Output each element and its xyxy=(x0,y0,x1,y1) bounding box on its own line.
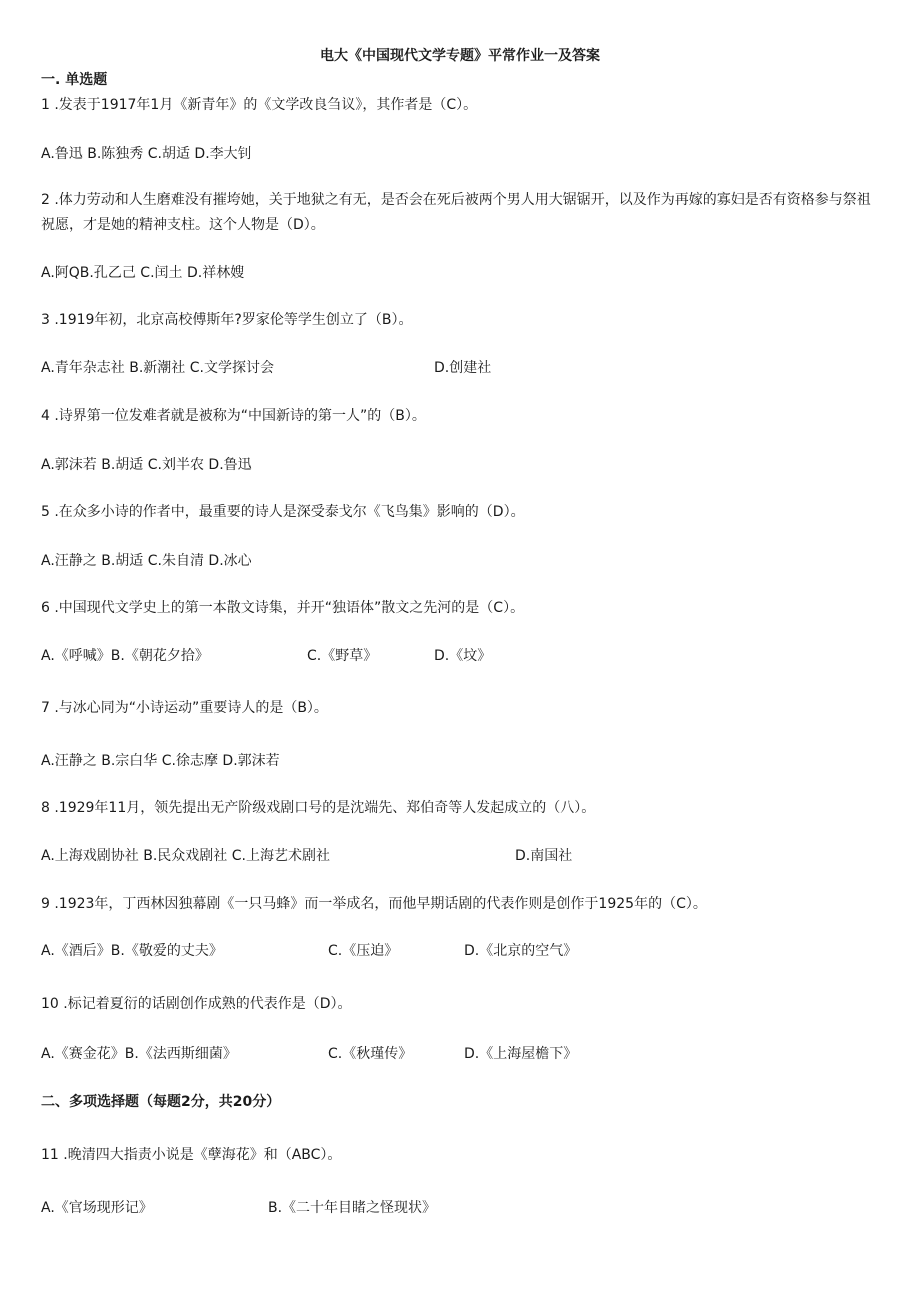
question-9: 9 .1923年，丁西林因独幕剧《一只马蜂》而一举成名，而他早期话剧的代表作则是创作于1925年的（C）。 xyxy=(41,896,707,912)
question-5: 5 .在众多小诗的作者中，最重要的诗人是深受泰戈尔《飞鸟集》影响的（D）。 xyxy=(41,504,525,520)
question-3-option-d: D.创建社 xyxy=(434,360,492,376)
question-7: 7 .与冰心同为“小诗运动”重要诗人的是（B）。 xyxy=(41,700,328,716)
question-4-options: A.郭沫若 B.胡适 C.刘半农 D.鲁迅 xyxy=(41,457,252,473)
question-9-option-d: D.《北京的空气》 xyxy=(464,943,578,959)
section-heading-multiple-choice: 二、多项选择题（每题2分，共20分） xyxy=(41,1094,281,1110)
question-8-option-d: D.南国社 xyxy=(515,848,573,864)
question-10: 10 .标记着夏衍的话剧创作成熟的代表作是（D）。 xyxy=(41,996,352,1012)
question-9-option-ab: A.《酒后》B.《敬爱的丈夫》 xyxy=(41,943,223,959)
question-5-options: A.汪静之 B.胡适 C.朱自清 D.冰心 xyxy=(41,553,252,569)
section-heading-single-choice: 一. 单选题 xyxy=(41,72,108,88)
question-4: 4 .诗界第一位发难者就是被称为“中国新诗的第一人”的（B）。 xyxy=(41,408,426,424)
question-2-options: A.阿QB.孔乙己 C.闰土 D.祥林嫂 xyxy=(41,265,245,281)
question-10-option-c: C.《秋瑾传》 xyxy=(328,1046,413,1062)
question-6-option-d: D.《坟》 xyxy=(434,648,492,664)
question-6-option-c: C.《野草》 xyxy=(307,648,378,664)
question-11-option-a: A.《官场现形记》 xyxy=(41,1200,153,1216)
question-6: 6 .中国现代文学史上的第一本散文诗集，并开“独语体”散文之先河的是（C）。 xyxy=(41,600,525,616)
question-1: 1 .发表于1917年1月《新青年》的《文学改良刍议》，其作者是（C）。 xyxy=(41,97,478,113)
question-1-options: A.鲁迅 B.陈独秀 C.胡适 D.李大钊 xyxy=(41,146,252,162)
question-2: 2 .体力劳动和人生磨难没有摧垮她，关于地狱之有无，是否会在死后被两个男人用大锯锯开，以及作为再嫁的寡妇是否有资格参与祭祖祝愿，才是她的精神支柱。这个人物是（D）。 xyxy=(41,192,871,233)
question-9-option-c: C.《压迫》 xyxy=(328,943,399,959)
question-11-option-b: B.《二十年目睹之怪现状》 xyxy=(268,1200,437,1216)
question-6-option-ab: A.《呼喊》B.《朝花夕拾》 xyxy=(41,648,209,664)
question-11: 11 .晚清四大指责小说是《孽海花》和（ABC）。 xyxy=(41,1147,342,1163)
question-8: 8 .1929年11月，领先提出无产阶级戏剧口号的是沈端先、郑伯奇等人发起成立的（八）。 xyxy=(41,800,596,816)
question-10-option-ab: A.《赛金花》B.《法西斯细菌》 xyxy=(41,1046,237,1062)
question-10-option-d: D.《上海屋檐下》 xyxy=(464,1046,578,1062)
question-7-options: A.汪静之 B.宗白华 C.徐志摩 D.郭沫若 xyxy=(41,753,280,769)
question-3-option-abc: A.青年杂志社 B.新潮社 C.文学探讨会 xyxy=(41,360,274,376)
question-3: 3 .1919年初，北京高校傅斯年?罗家伦等学生创立了（B）。 xyxy=(41,312,413,328)
question-8-option-abc: A.上海戏剧协社 B.民众戏剧社 C.上海艺术剧社 xyxy=(41,848,330,864)
document-title: 电大《中国现代文学专题》平常作业一及答案 xyxy=(320,48,600,64)
